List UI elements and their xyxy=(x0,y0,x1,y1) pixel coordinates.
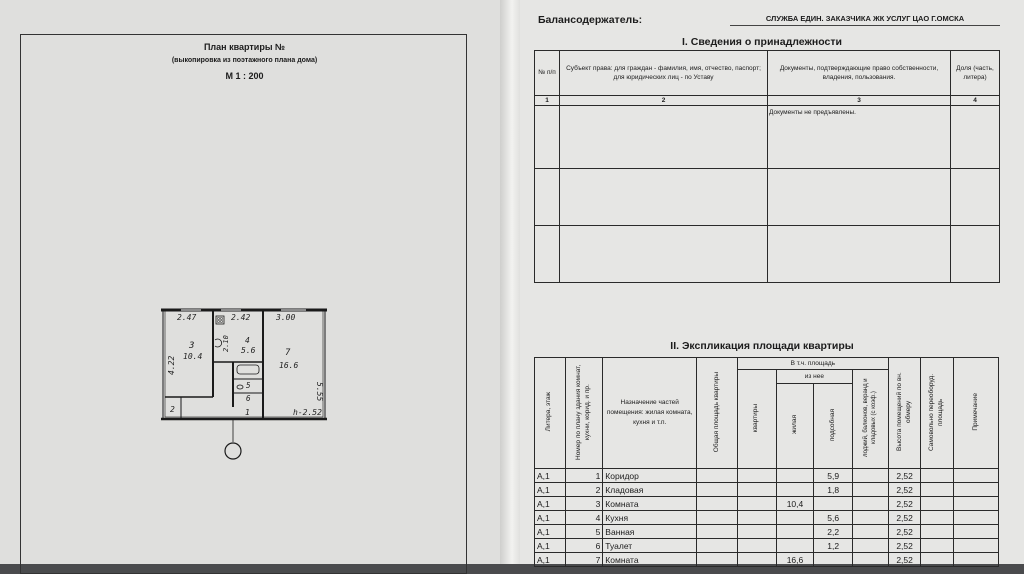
own-num-1: 1 xyxy=(535,96,560,106)
cell-living xyxy=(776,539,814,553)
table-row xyxy=(535,469,999,483)
cell-letter: А,1 xyxy=(535,525,566,539)
cell-purpose: Коридор xyxy=(603,469,697,483)
cell-letter: А,1 xyxy=(535,497,566,511)
cell-purpose: Комната xyxy=(603,497,697,511)
own-num-2: 2 xyxy=(560,96,768,106)
plan-outline xyxy=(163,309,325,419)
cell-height: 2,52 xyxy=(888,553,921,567)
cell-living xyxy=(776,511,814,525)
cell-auxiliary: 1,2 xyxy=(814,539,853,553)
cell-living: 16,6 xyxy=(776,553,814,567)
section1-title: I. Сведения о принадлежности xyxy=(682,36,842,48)
section2-title: II. Экспликация площади квартиры xyxy=(670,340,854,352)
cell-letter: А,1 xyxy=(535,483,566,497)
cell-number: 5 xyxy=(565,525,603,539)
cell-letter: А,1 xyxy=(535,539,566,553)
header-of-which: из нее xyxy=(776,370,852,384)
cell-living xyxy=(776,483,814,497)
cell-auxiliary xyxy=(814,497,853,511)
cell-purpose: Кухня xyxy=(603,511,697,525)
room6-number: 6 xyxy=(246,394,251,403)
cell-auxiliary: 5,9 xyxy=(814,469,853,483)
cell-auxiliary: 1,8 xyxy=(814,483,853,497)
dim-label-242: 2.42 xyxy=(231,313,251,322)
header-height: Высота помещений по вн. обмеру xyxy=(888,358,921,469)
room7-area: 16.6 xyxy=(279,361,299,370)
dim-label-300: 3.00 xyxy=(276,313,296,322)
cell-number: 2 xyxy=(565,483,603,497)
cell-height: 2,52 xyxy=(888,469,921,483)
cell-letter: А,1 xyxy=(535,553,566,567)
header-auxiliary: подсобная xyxy=(814,383,853,468)
cell-number: 3 xyxy=(565,497,603,511)
table-row xyxy=(535,497,999,511)
cell-auxiliary: 5,6 xyxy=(814,511,853,525)
plan-frame xyxy=(20,34,467,574)
cell-living xyxy=(776,525,814,539)
bathtub-symbol xyxy=(237,365,259,374)
header-purpose: Назначение частей помещения: жилая комната, кухня и т.п. xyxy=(603,358,697,469)
documents-note: Документы не предъявлены. xyxy=(768,106,951,169)
own-cell xyxy=(560,106,768,169)
cell-living: 10,4 xyxy=(776,497,814,511)
toilet-symbol xyxy=(237,385,243,389)
header-room-number: Номер по плану здания комнат, кухни, корид. и пр. xyxy=(565,358,603,469)
cell-height: 2,52 xyxy=(888,483,921,497)
plan-title: План квартиры № xyxy=(203,42,286,52)
room3-number: 3 xyxy=(189,341,195,351)
room1-number: 1 xyxy=(245,408,250,417)
ownership-table xyxy=(534,50,1000,283)
sink-symbol xyxy=(215,339,222,347)
own-col-share: Доля (часть, литера) xyxy=(951,51,1000,96)
cell-number: 4 xyxy=(565,511,603,525)
table-row xyxy=(535,525,999,539)
room4-number: 4 xyxy=(245,336,250,345)
cell-letter: А,1 xyxy=(535,511,566,525)
cell-number: 7 xyxy=(565,553,603,567)
header-note: Примечание xyxy=(954,358,999,469)
own-col-number: № п/п xyxy=(535,51,560,96)
cell-living xyxy=(776,469,814,483)
table-row xyxy=(535,539,999,553)
balance-holder-value: СЛУЖБА ЕДИН. ЗАКАЗЧИКА ЖК УСЛУГ ЦАО Г.ОМСКА xyxy=(730,14,1000,26)
table-row xyxy=(535,511,999,525)
dim-label-422: 4.22 xyxy=(167,355,176,375)
stove-symbol xyxy=(216,316,224,324)
document-page xyxy=(520,0,1024,564)
own-num-3: 3 xyxy=(768,96,951,106)
header-apartments: квартиры xyxy=(737,370,776,469)
room7-number: 7 xyxy=(285,348,291,358)
page-gutter xyxy=(500,0,520,564)
own-cell xyxy=(535,106,560,169)
table-row xyxy=(535,483,999,497)
cell-height: 2,52 xyxy=(888,525,921,539)
explication-table xyxy=(534,357,999,567)
own-cell xyxy=(951,106,1000,169)
balance-holder-label: Балансодержатель: xyxy=(538,14,643,26)
cell-height: 2,52 xyxy=(888,497,921,511)
room5-number: 5 xyxy=(246,381,251,390)
floor-plan-page xyxy=(0,0,500,564)
cell-letter: А,1 xyxy=(535,469,566,483)
own-col-documents: Документы, подтверждающие право собственности, владения, пользования. xyxy=(768,51,951,96)
ceiling-height-label: h-2.52 xyxy=(293,408,322,417)
cell-purpose: Комната xyxy=(603,553,697,567)
dim-label-247: 2.47 xyxy=(177,313,197,322)
header-living: жилая xyxy=(776,383,814,468)
cell-auxiliary: 2,2 xyxy=(814,525,853,539)
room2-number: 2 xyxy=(170,405,175,414)
plan-inner-outline xyxy=(165,311,323,417)
cell-purpose: Кладовая xyxy=(603,483,697,497)
plan-scale: М 1 : 200 xyxy=(225,71,264,81)
table-row xyxy=(535,553,999,567)
plan-subtitle: (выкопировка из поэтажного плана дома) xyxy=(171,57,318,64)
room4-area: 5.6 xyxy=(241,346,256,355)
entrance-marker xyxy=(225,443,241,459)
header-self-rebuilt: Самовольно переоборуд. площадь xyxy=(921,358,954,469)
dim-label-555: 5.55 xyxy=(315,382,324,402)
own-col-subject: Субъект права: для граждан - фамилия, имя, отчество, паспорт; для юридических лиц - по Уставу xyxy=(560,51,768,96)
room3-area: 10.4 xyxy=(183,352,203,361)
own-num-4: 4 xyxy=(951,96,1000,106)
cell-height: 2,52 xyxy=(888,511,921,525)
cell-auxiliary xyxy=(814,553,853,567)
cell-number: 6 xyxy=(565,539,603,553)
header-incl-area: В т.ч. площадь xyxy=(737,358,888,370)
cell-number: 1 xyxy=(565,469,603,483)
floor-plan-drawing xyxy=(161,307,351,487)
header-loggias: лоджий, балконов, веранд и кладовых (с коэф.) xyxy=(853,370,889,469)
cell-height: 2,52 xyxy=(888,539,921,553)
header-total-area: Общая площадь квартиры xyxy=(697,358,738,469)
dim-label-210: 2.10 xyxy=(222,335,230,352)
header-letter-floor: Литера, этаж xyxy=(535,358,566,469)
cell-purpose: Ванная xyxy=(603,525,697,539)
cell-purpose: Туалет xyxy=(603,539,697,553)
